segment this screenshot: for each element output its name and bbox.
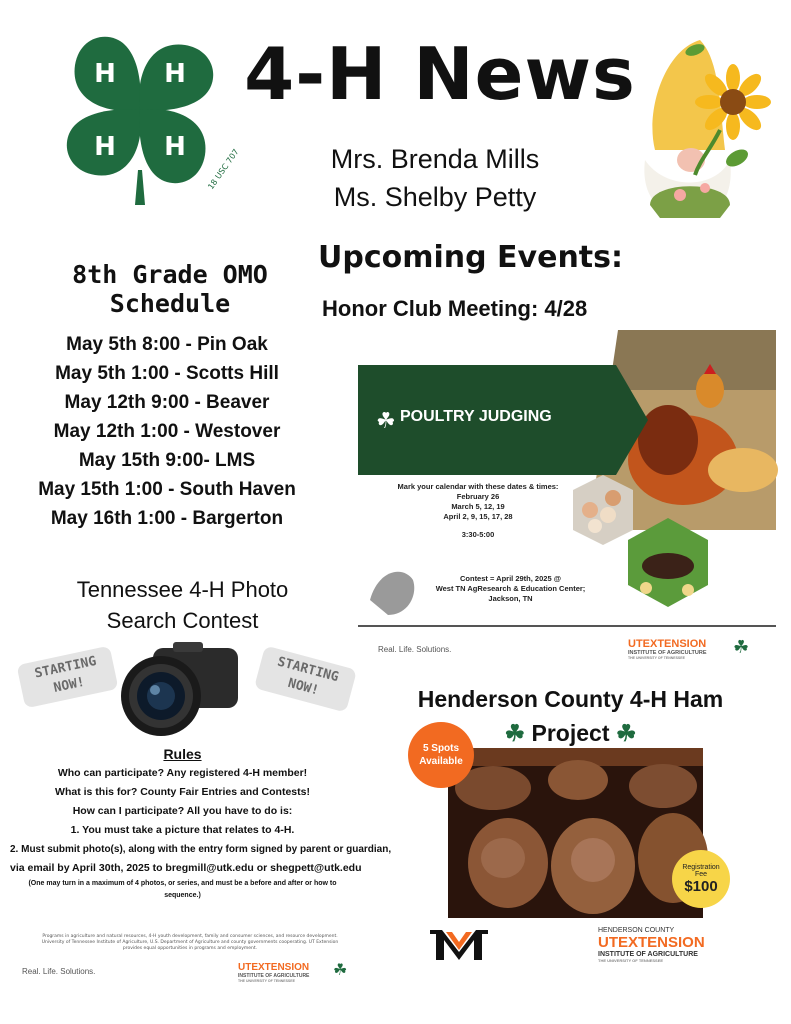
- tagline: Real. Life. Solutions.: [22, 967, 96, 976]
- 4h-clover-logo: [50, 20, 241, 205]
- contest-line: Contest = April 29th, 2025 @: [459, 574, 562, 583]
- rule-line: What is this for? County Fair Entries and Contests!: [55, 786, 310, 798]
- stamp-label: STARTING NOW!: [33, 653, 98, 696]
- leader-names: [290, 140, 580, 216]
- tagline: Real. Life. Solutions.: [378, 645, 452, 654]
- mv-logo: [428, 926, 490, 964]
- gnome-sunflower-illustration: [625, 30, 775, 220]
- svg-text:☘: ☘: [376, 409, 396, 434]
- clover-icon: ☘: [615, 720, 637, 746]
- ext-brand: UTEXTENSION: [238, 962, 310, 973]
- poultry-schedule: [378, 482, 578, 540]
- list-item: May 5th 1:00 - Scotts Hill: [55, 363, 279, 384]
- newsletter-title: 4-H News: [244, 32, 636, 116]
- clover-icon: ☘: [733, 637, 750, 658]
- poultry-banner-title: POULTRY JUDGING: [400, 408, 552, 425]
- spots-available-badge: [408, 722, 474, 788]
- honor-club-meeting: Honor Club Meeting: 4/28: [322, 296, 588, 321]
- ham-title-word: Project: [531, 720, 610, 746]
- ext-sub: INSTITUTE OF AGRICULTURE: [628, 650, 707, 656]
- ext-brand: UTEXTENSION: [628, 638, 707, 650]
- ut-extension-logo: [628, 638, 728, 660]
- rule-line: Who can participate? Any registered 4-H member!: [57, 767, 308, 779]
- clover-icon: ☘: [333, 960, 348, 979]
- rules-heading: Rules: [163, 746, 202, 762]
- upcoming-events-heading: Upcoming Events:: [318, 240, 623, 275]
- badge-label: Available: [419, 756, 463, 767]
- badge-label: 5 Spots: [422, 743, 460, 754]
- rule-line: How can I participate? All you have to do is:: [72, 805, 293, 817]
- rule-line: 1. You must take a picture that relates to 4-H.: [70, 824, 295, 836]
- leader-name: Mrs. Brenda Mills: [330, 144, 540, 174]
- county-label: HENDERSON COUNTY: [598, 927, 675, 934]
- rule-line: via email by April 30th, 2025 to bregmill@utk.edu or shegpett@utk.edu: [10, 862, 362, 874]
- henderson-ut-extension-logo: [598, 927, 738, 963]
- svg-text:H: H: [94, 59, 116, 89]
- poultry-judging-flyer: [358, 330, 776, 628]
- svg-text:H: H: [164, 132, 186, 162]
- stamp-label: STARTING NOW!: [275, 654, 341, 699]
- omo-schedule-title: 8th Grade OMO Schedule: [72, 260, 268, 318]
- contest-line: West TN AgResearch & Education Center;: [435, 584, 586, 593]
- svg-text:H: H: [164, 59, 186, 89]
- ut-extension-logo: [238, 962, 328, 983]
- rule-note: (One may turn in a maximum of 4 photos, or series, and must be a before and after or how to sequence.): [28, 880, 337, 899]
- list-item: May 16th 1:00 - Bargerton: [50, 508, 284, 529]
- list-item: May 12th 9:00 - Beaver: [64, 392, 270, 413]
- ext-univ: THE UNIVERSITY OF TENNESSEE: [238, 979, 295, 983]
- list-item: May 12th 1:00 - Westover: [53, 421, 281, 442]
- poultry-time: 3:30-5:00: [461, 530, 495, 539]
- list-item: May 5th 8:00 - Pin Oak: [66, 334, 268, 355]
- ext-sub: INSTITUTE OF AGRICULTURE: [598, 951, 698, 958]
- camera-icon: [113, 640, 243, 740]
- leader-name: Ms. Shelby Petty: [333, 182, 537, 212]
- omo-schedule-list: [10, 330, 324, 533]
- clover-trademark: 18 USC 707: [206, 147, 241, 192]
- poultry-date: April 2, 9, 15, 17, 28: [443, 512, 513, 521]
- photo-contest-rules: [10, 744, 392, 902]
- ext-sub: INSTITUTE OF AGRICULTURE: [238, 973, 310, 979]
- rule-line: 2. Must submit photo(s), along with the entry form signed by parent or guardian,: [10, 844, 392, 855]
- fine-print: Programs in agriculture and natural resources, 4-H youth development, family and consumer sciences, and resource development. University of Tennessee Institute of Agriculture, U.S. Department of Agriculture and county governments cooperating. UT Extension provides equal opportunities in programs and employment.: [41, 934, 339, 951]
- starting-now-stamp-right: [254, 645, 357, 712]
- starting-now-stamp-left: [16, 646, 118, 709]
- ext-brand: UTEXTENSION: [598, 934, 705, 951]
- svg-text:H: H: [94, 132, 116, 162]
- poultry-contest-info: [413, 574, 608, 604]
- ham-photo: [448, 748, 703, 918]
- photo-contest-title: Tennessee 4-H Photo Search Contest: [76, 577, 289, 633]
- clover-icon: ☘: [504, 720, 526, 746]
- ext-univ: THE UNIVERSITY OF TENNESSEE: [628, 656, 685, 660]
- contest-line: Jackson, TN: [488, 594, 533, 603]
- poultry-date: February 26: [456, 492, 500, 501]
- calendar-intro: Mark your calendar with these dates & times:: [397, 482, 559, 491]
- fee-label: Fee: [694, 870, 708, 878]
- poultry-date: March 5, 12, 19: [451, 502, 505, 511]
- fee-label: Registration: [682, 863, 720, 871]
- list-item: May 15th 9:00- LMS: [78, 450, 256, 471]
- registration-fee-badge: [672, 850, 730, 908]
- list-item: May 15th 1:00 - South Haven: [38, 479, 296, 500]
- ham-title-line: Henderson County 4-H Ham: [417, 686, 724, 712]
- fee-amount: $100: [684, 877, 718, 895]
- ext-univ: THE UNIVERSITY OF TENNESSEE: [598, 958, 664, 963]
